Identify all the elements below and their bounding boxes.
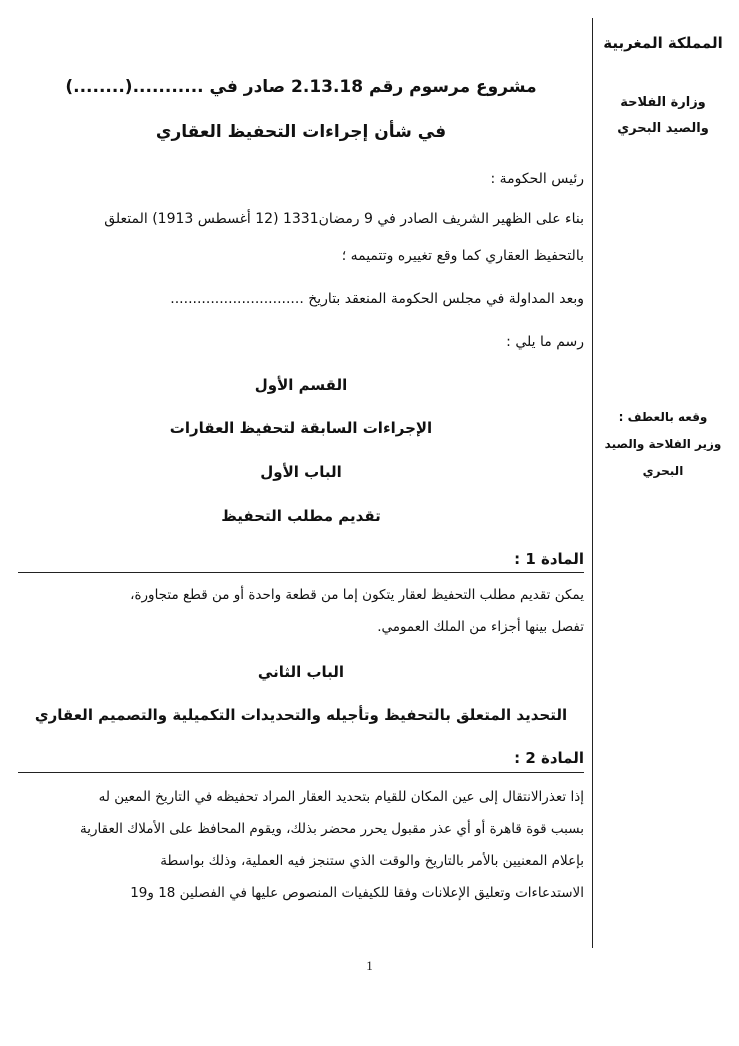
decree-title: مشروع مرسوم رقم 2.13.18 صادر في ...........(........) [65,77,537,97]
sidebar-countersign [598,404,728,485]
countersign-line-2: وزير الفلاحة والصيد [604,437,722,451]
article-2-line-1: إذا تعذرالانتقال إلى عين المكان للقيام بتحديد العقار المراد تحفيظه في التاريخ المعين له [98,789,584,805]
margin-divider [592,18,593,948]
ministry-line-1: وزارة الفلاحة [620,95,706,110]
decree-subtitle: في شأن إجراءات التحفيظ العقاري [155,122,447,142]
chapter-1-title: الباب الأول [260,463,342,481]
chapter-2-subtitle: التحديد المتعلق بالتحفيظ وتأجيله والتحديدات التكميلية والتصميم العقاري [34,706,568,724]
article-1-line-1: يمكن تقديم مطلب التحفيظ لعقار يتكون إما من قطعة واحدة أو من قطع متجاورة، [130,587,584,603]
preamble-line-3: وبعد المداولة في مجلس الحكومة المنعقد بتاريخ .............................. [170,291,584,307]
chapter-2-title: الباب الثاني [257,663,345,681]
article-1 [18,550,584,643]
kingdom-label: المملكة المغربية [603,34,723,52]
article-2-label: المادة 2 : [514,749,584,767]
page-number: 1 [366,958,373,973]
article-1-rule [18,572,584,573]
article-1-line-2: تفصل بينها أجزاء من الملك العمومي. [377,619,584,635]
article-1-label: المادة 1 : [514,550,584,568]
ministry-line-2: والصيد البحري [617,121,709,136]
article-2-line-4: الاستدعاءات وتعليق الإعلانات وفقا للكيفيات المنصوص عليها في الفصلين 18 و19 [130,885,584,901]
preamble-head: رئيس الحكومة : [490,171,584,187]
section-1-title: القسم الأول [254,376,348,394]
article-2-line-2: بسبب قوة قاهرة أو أي عذر مقبول يحرر محضر بذلك، ويقوم المحافظ على الأملاك العقارية [80,821,584,837]
article-2-rule [18,772,584,773]
countersign-line-1: وقعه بالعطف : [618,410,708,424]
sidebar-kingdom [598,34,728,52]
preamble-decree: رسم ما يلي : [506,334,584,350]
preamble-line-2: بالتحفيظ العقاري كما وقع تغييره وتتميمه ؛ [341,248,584,264]
sidebar-ministry [598,90,728,142]
article-2-text [18,781,584,909]
chapter-1-subtitle: تقديم مطلب التحفيظ [221,507,381,525]
article-2 [18,749,584,909]
article-1-text [18,579,584,643]
section-1-subtitle: الإجراءات السابقة لتحفيظ العقارات [169,419,433,437]
preamble-line-1: بناء على الظهير الشريف الصادر في 9 رمضان1331 (12 أغسطس 1913) المتعلق [104,211,584,227]
countersign-line-3: البحري [642,464,684,478]
article-2-line-3: بإعلام المعنيين بالأمر بالتاريخ والوقت الذي ستنجز فيه العملية، وذلك بواسطة [160,853,584,869]
